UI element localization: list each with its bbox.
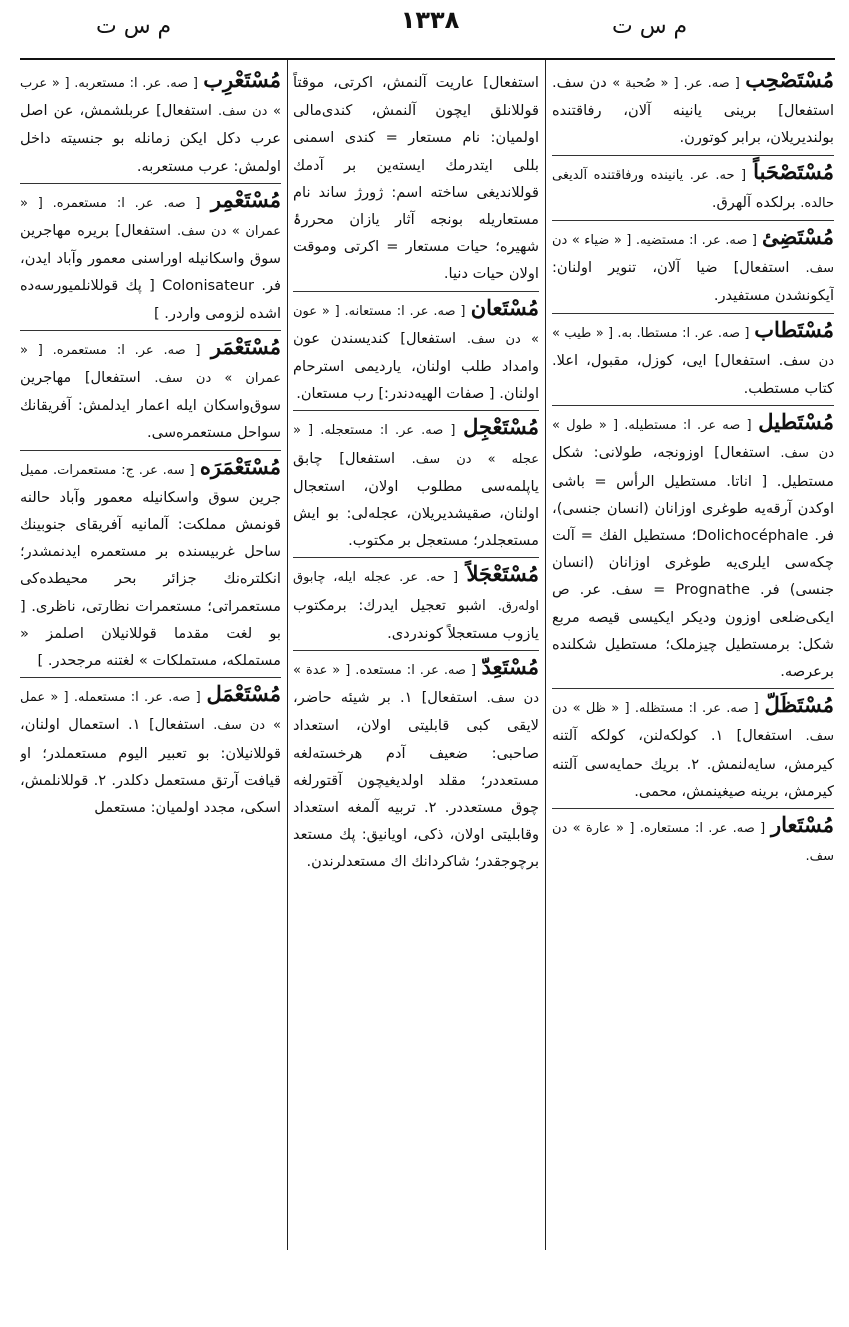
dictionary-entry	[293, 653, 539, 879]
dictionary-entry	[552, 811, 834, 873]
definition: استفعال] عربلشمش، عن اصل عرب دکل ایکن زمانله بو جنسیته داخل اولمش: عرب مستعربه.	[20, 102, 281, 175]
dictionary-entry	[293, 560, 539, 651]
etymology: [ صه. عر. ا: مستعجله. [ « عجله » دن سف.	[293, 423, 539, 467]
headword: مُسْتَطاب	[754, 316, 834, 342]
dictionary-entry	[552, 408, 834, 689]
definition: استفعال] کندیسندن عون وامداد طلب اولنان، یاردیمی استرحام اولنان. [ صفات الهیه‌دندر:] رب مستعان.	[293, 329, 539, 403]
column-right	[552, 66, 834, 1246]
header-rule	[20, 58, 835, 60]
headword: مُسْتَطیل	[758, 409, 834, 435]
dictionary-entry	[293, 66, 539, 292]
dictionary-entry	[20, 680, 281, 824]
definition: جرین سوق واسکانیله معمور وآباد حالنه قونمش مملکت: آلمانیه آفریقای جنوبینك ساحل غربیسنده بر مستعمره ایدنمشدر؛ انکلتره‌نك جزائر بحر محیطده‌کی مستعمراتی؛ مستعمرات نظارتی، ناظری. [ بو لغت مقدما قوللانیلان اصلمز « مستملکه، مستملکات » لغتنه مرجحدر. ]	[20, 488, 281, 670]
page-number: ١٣٣٨	[400, 6, 460, 34]
dictionary-entry	[293, 294, 539, 412]
headword: مُسْتَعار	[771, 812, 834, 838]
definition: سف. استفعال] ایی، کوزل، مقبول، اعلا. کتاب مستطب.	[552, 351, 834, 398]
definition: برلکده آلهرق.	[711, 193, 796, 211]
etymology: [ حه. عر. عجله ایله، چابوق اوله‌رق.	[293, 570, 539, 614]
definition: استفعال] مهاجرین سوق‌واسکان ایله اعمار ایدلمش: آفریقانك سواحل مستعمره‌سی.	[20, 369, 281, 442]
headword: مُسْتَعِدّ	[481, 654, 539, 680]
column-divider	[287, 60, 288, 1250]
etymology: [ صه. عر. ا: مستعمله. [ « عمل » دن سف.	[20, 690, 281, 734]
definition: اشبو تعجیل ایدرك: برمکتوب یازوب مستعجلاً کوندردی.	[293, 596, 539, 642]
definition: استفعال] بریره مهاجرین سوق واسکانیله اوراسنی معمور وآباد ایدن، فر. Colonisateur [ پك قوللانلمیورسه‌ده اشده لزومی واردر. ]	[20, 222, 281, 322]
headword: مُسْتَصْحِب	[745, 67, 834, 92]
column-divider	[545, 60, 546, 1250]
etymology: [ صه. عر. ا: مستضیه. [ « ضیاء » دن سف.	[552, 233, 834, 277]
running-head-right: م س ت	[612, 14, 688, 39]
definition: استفعال] اوزونجه، طولانی: شکل مستطیل. [ اناتا. مستطیل الرأس = باشی اوکدن آرقه‌یه طوغری اوزانان (انسان جنسی)، فر. Dolichocéphale؛ مستطیل الفك = آلت چکه‌سی ایلری‌یه طوغری اوزانان (انسان جنسی) فر. Prognathe = سف. عر. ص ایکی‌ضلعی اوزون ودیکر ایکیسی قیصه مربع شکل: برمستطیل چیزملک؛ مستطیل شکلنده برعرصه.	[552, 444, 834, 681]
dictionary-entry	[20, 186, 281, 331]
headword: مُسْتَعْمَرَه	[199, 453, 281, 479]
dictionary-entry	[552, 223, 834, 314]
etymology: [ صه عر. ا: مستطیله. [ « طول » دن سف.	[552, 418, 834, 462]
etymology: [ صه. عر. ا: مستعانه. [ « عون » دن سف.	[293, 303, 539, 347]
etymology: [ صه. عر. ا: مستظله. [ « ظل » دن سف.	[552, 701, 834, 745]
page-header	[0, 0, 849, 62]
dictionary-entry	[552, 316, 834, 407]
headword: مُسْتَعْمِر	[210, 186, 281, 212]
definition: استفعال] ١. استعمال اولنان، قوللانیلان: بو تعبیر الیوم مستعملدر؛ او قیافت آرتق مستعمل دکلدر. ٢. قوللانلمش، اسکی، مجدد اولمیان: مستعمل	[20, 716, 281, 817]
dictionary-entry	[20, 66, 281, 184]
headword: مُسْتَضِئ	[761, 224, 834, 250]
etymology: [ صه. عر. ا: مستعده. [ « عدة » دن سف.	[293, 663, 539, 707]
definition: استفعال] ١. کولکه‌لنن، کولکه آلتنه کیرمش، سایه‌لنمش. ٢. بریك حمایه‌سی آلتنه کیرمش، برینه صیغینمش، محمی.	[552, 727, 834, 800]
etymology: [ صه. عر. ا: مستعمره. [ « عمران » دن سف.	[20, 195, 281, 240]
etymology: [ صه. عر. [ « صُحبة »	[612, 76, 740, 91]
dictionary-entry	[293, 413, 539, 558]
definition: استفعال] ١. بر شیئه حاضر، لایقی کبی قابلیتی اولان، استعداد صاحبی: ضعیف آدم هرخسته‌لغه مستعددر؛ مقلد اولدیغیچون آقتورلغه چوق مستعددر. ٢. تربیه آلمغه استعداد وقابلیتی اولان، ذکی، اویانیق: پك مستعد برچوجقدر؛ شاکردانك اك مستعدلرندن.	[293, 689, 539, 871]
etymology: [ صه. عر. ا: مستعمره. [ « عمران » دن سف.	[20, 342, 281, 387]
dictionary-entry	[552, 158, 834, 221]
dictionary-entry	[20, 333, 281, 451]
definition: استفعال] عاریت آلنمش، اکرتی، موقتاً قوللانلق ایچون آلنمش، کندی‌مالی اولمیان: نام مستعار = کندی اسمنی بللی ایتدرمك ایسته‌ین بر آدمك قوللاندیغی ساخته اسم: ژورژ ساند نام مستعاریله بونجه آثار یازان محررۂ شهیره؛ حیات مستعار = اکرتی وموقت اولان حیات دنیا.	[293, 74, 539, 283]
etymology: [ صه. عر. ا: مستعربه. [ « عرب » دن سف.	[20, 76, 281, 120]
headword: مُسْتَعْمَر	[210, 333, 281, 359]
headword: مُسْتَعْجِل	[463, 414, 539, 440]
column-middle	[293, 66, 539, 1246]
etymology: [ صه. عر. ا: مستطا. به. [ « طیب » دن	[552, 325, 834, 369]
headword: مُسْتَعْجَلاً	[466, 561, 539, 587]
headword: مُسْتَعْرِب	[203, 67, 281, 92]
etymology: [ سه. عر. ج: مستعمرات. ممیل	[20, 462, 195, 478]
definition: استفعال] ضیا آلان، تنویر اولنان: آیکونشدن مستفیدر.	[552, 259, 834, 305]
definition: استفعال] چابق یاپلمه‌سی مطلوب اولان، استعجال اولنان، صقیشدیریلان، عجله‌لی: بو ایش مستعجلدر؛ مستعجل بر مکتوب.	[293, 449, 539, 550]
dictionary-entry	[20, 453, 281, 679]
headword: مُسْتَعان	[470, 294, 539, 320]
etymology: [ صه. عر. ا: مستعاره. [ « عارة » دن سف.	[552, 821, 834, 865]
headword: مُسْتَعْمَل	[206, 681, 281, 707]
etymology: [ حه. عر. یانینده ورفاقتنده آلدیغی حالده.	[552, 167, 834, 211]
column-left	[20, 66, 281, 1246]
dictionary-entry	[552, 691, 834, 809]
running-head-left: م س ت	[96, 14, 172, 39]
dictionary-entry	[552, 66, 834, 156]
definition: دن سف. استفعال] برینی یانینه آلان، رفاقتنده بولندیریلان، برابر کوتورن.	[552, 74, 834, 147]
headword: مُسْتَظَلّ	[764, 692, 834, 718]
headword: مُسْتَصْحَباً	[753, 158, 834, 184]
